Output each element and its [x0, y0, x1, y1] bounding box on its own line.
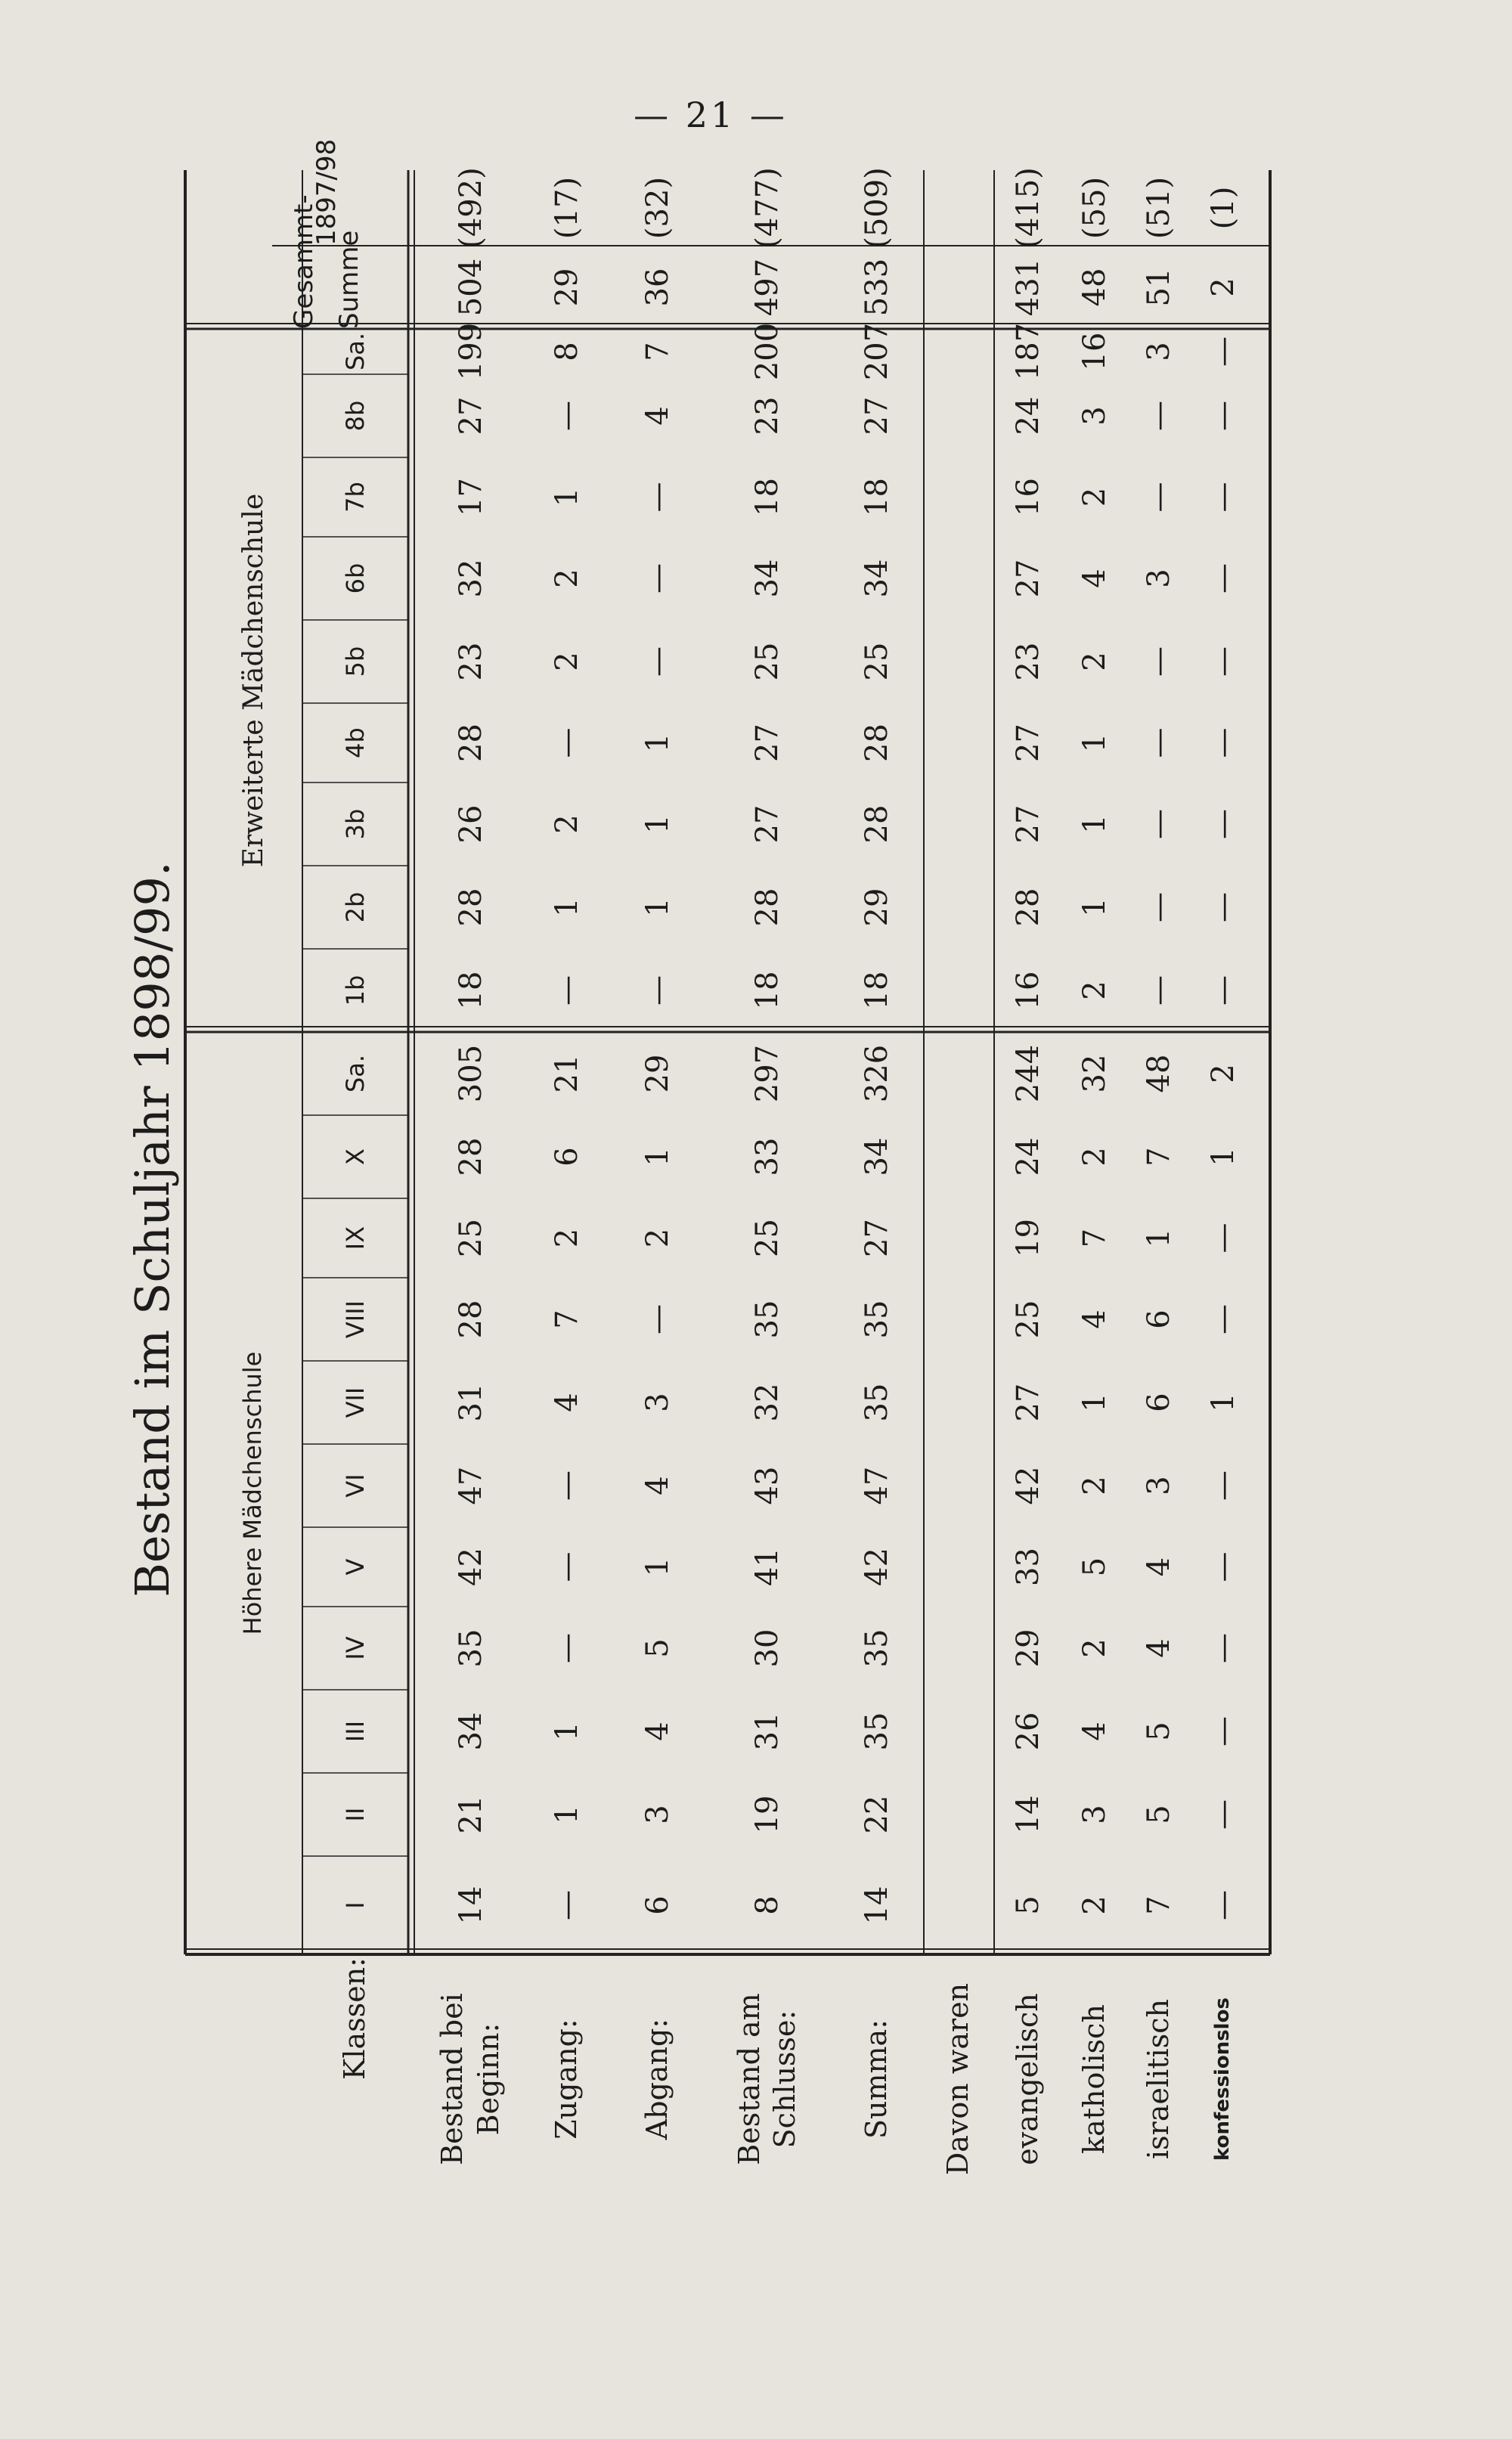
- row-label-line: evangelisch: [1011, 1993, 1045, 2165]
- hoehere-cell: 33: [750, 1137, 785, 1176]
- hoehere-cell: —: [1205, 1799, 1241, 1830]
- erweiterte-cell: 27: [1011, 559, 1046, 598]
- erweiterte-cell: —: [1141, 809, 1176, 839]
- erweiterte-cell: 23: [750, 396, 785, 435]
- previous-year-cell: (477): [750, 167, 785, 249]
- hoehere-cell: 31: [750, 1712, 785, 1751]
- erweiterte-cell: —: [1205, 563, 1241, 593]
- erweiterte-cell: 2: [550, 652, 584, 671]
- hoehere-cell: 2: [1077, 1638, 1112, 1658]
- erweiterte-cell: 8: [550, 342, 584, 361]
- previous-year-cell: (509): [860, 167, 894, 249]
- hoehere-column-header: III: [341, 1720, 370, 1743]
- erweiterte-cell: 24: [1011, 396, 1046, 435]
- gesamt-cell: 2: [1205, 277, 1241, 297]
- hoehere-cell: 7: [1077, 1228, 1112, 1248]
- row-label-line: Abgang:: [640, 2018, 674, 2140]
- erweiterte-cell: —: [1141, 727, 1176, 758]
- erweiterte-cell: —: [1141, 975, 1176, 1006]
- erweiterte-cell: 200: [750, 322, 785, 381]
- erweiterte-cell: 27: [1011, 724, 1046, 762]
- hoehere-cell: 32: [1077, 1054, 1112, 1093]
- hoehere-cell: 326: [860, 1044, 894, 1103]
- erweiterte-cell: 16: [1011, 478, 1046, 516]
- erweiterte-cell: —: [1205, 646, 1241, 677]
- erweiterte-cell: 27: [453, 396, 488, 435]
- hoehere-group-header: Höhere Mädchenschule: [238, 1351, 267, 1635]
- hoehere-cell: 14: [1011, 1795, 1046, 1834]
- gesamt-cell: 51: [1141, 268, 1176, 307]
- row-label: [522, 1962, 612, 2196]
- hoehere-cell: 25: [453, 1219, 488, 1257]
- hoehere-cell: —: [550, 1551, 584, 1582]
- hoehere-cell: 3: [1141, 1476, 1176, 1495]
- hoehere-cell: 35: [860, 1629, 894, 1668]
- row-label-line: Beginn:: [471, 2022, 505, 2136]
- hoehere-cell: [922, 1773, 994, 1856]
- hoehere-cell: —: [1205, 1890, 1241, 1920]
- hoehere-cell: —: [550, 1890, 584, 1920]
- erweiterte-cell: —: [1141, 401, 1176, 431]
- row-label: [1191, 1962, 1255, 2196]
- hoehere-column-header: VI: [341, 1474, 370, 1498]
- hoehere-cell: 35: [453, 1629, 488, 1668]
- hoehere-cell: 19: [1011, 1219, 1046, 1257]
- hoehere-cell: 21: [453, 1795, 488, 1834]
- hoehere-cell: 3: [640, 1393, 675, 1412]
- erweiterte-cell: 4: [640, 406, 675, 426]
- hoehere-column-header: V: [341, 1558, 370, 1576]
- hoehere-cell: [922, 1690, 994, 1773]
- hoehere-cell: 5: [1141, 1722, 1176, 1741]
- erweiterte-cell: 28: [860, 724, 894, 762]
- erweiterte-cell: 27: [1011, 804, 1046, 844]
- erweiterte-cell: 25: [750, 642, 785, 681]
- hoehere-cell: 30: [750, 1629, 785, 1668]
- erweiterte-cell: 3: [1141, 569, 1176, 588]
- hoehere-cell: 4: [1077, 1722, 1112, 1741]
- hoehere-column-header: VII: [341, 1387, 370, 1418]
- hoehere-cell: 4: [1077, 1309, 1112, 1329]
- erweiterte-cell: [922, 866, 994, 949]
- hoehere-cell: 35: [860, 1300, 894, 1339]
- erweiterte-cell: —: [550, 401, 584, 431]
- hoehere-cell: [922, 1115, 994, 1198]
- hoehere-cell: [922, 1856, 994, 1954]
- erweiterte-cell: 27: [750, 724, 785, 762]
- erweiterte-cell: —: [1205, 336, 1241, 367]
- hoehere-cell: 26: [1011, 1712, 1046, 1751]
- row-label: [832, 1962, 922, 2196]
- erweiterte-cell: 2: [550, 569, 584, 588]
- hoehere-cell: 47: [860, 1466, 894, 1505]
- gesamt-cell: 431: [1011, 258, 1046, 317]
- hoehere-cell: 48: [1141, 1054, 1176, 1093]
- previous-year-cell: (1): [1205, 186, 1241, 230]
- hoehere-cell: 6: [1141, 1309, 1176, 1329]
- hoehere-cell: 29: [640, 1054, 675, 1093]
- erweiterte-cell: [922, 329, 994, 374]
- erweiterte-cell: [922, 620, 994, 703]
- erweiterte-cell: 1: [640, 733, 675, 753]
- hoehere-cell: 1: [1077, 1393, 1112, 1412]
- erweiterte-cell: 16: [1077, 332, 1112, 371]
- erweiterte-column-header: 4b: [341, 727, 370, 758]
- erweiterte-cell: 1: [1077, 814, 1112, 834]
- row-label: [922, 1962, 994, 2196]
- erweiterte-cell: [922, 537, 994, 620]
- erweiterte-group-header: Erweiterte Mädchenschule: [238, 493, 269, 868]
- hoehere-cell: [922, 1361, 994, 1444]
- erweiterte-cell: 28: [453, 724, 488, 762]
- hoehere-cell: 22: [860, 1795, 894, 1834]
- erweiterte-cell: 1: [640, 897, 675, 917]
- erweiterte-cell: 23: [1011, 642, 1046, 681]
- hoehere-cell: —: [1205, 1223, 1241, 1254]
- erweiterte-cell: 18: [860, 478, 894, 516]
- row-label-line: konfessionslos: [1211, 1997, 1235, 2161]
- erweiterte-cell: —: [1205, 401, 1241, 431]
- hoehere-cell: 25: [1011, 1300, 1046, 1339]
- table-title: Bestand im Schuljahr 1898/99.: [125, 861, 180, 1598]
- hoehere-cell: 6: [550, 1147, 584, 1167]
- previous-year-cell: [922, 170, 994, 246]
- erweiterte-cell: —: [1141, 646, 1176, 677]
- previous-year-cell: (51): [1141, 176, 1176, 240]
- hoehere-cell: 29: [1011, 1629, 1046, 1668]
- erweiterte-cell: 18: [453, 971, 488, 1010]
- gesamt-cell: 533: [860, 258, 894, 317]
- erweiterte-column-header: 1b: [341, 975, 370, 1006]
- erweiterte-cell: —: [640, 975, 675, 1006]
- hoehere-cell: 4: [1141, 1638, 1176, 1658]
- hoehere-column-header: IV: [341, 1636, 370, 1660]
- hoehere-cell: [922, 1278, 994, 1361]
- erweiterte-cell: —: [1205, 482, 1241, 513]
- row-label: [1062, 1962, 1126, 2196]
- erweiterte-cell: 199: [453, 322, 488, 381]
- hoehere-cell: [922, 1032, 994, 1115]
- hoehere-column-header: I: [341, 1901, 370, 1909]
- hoehere-cell: 14: [860, 1886, 894, 1925]
- previous-year-cell: (415): [1011, 167, 1046, 249]
- hoehere-cell: 2: [1205, 1064, 1241, 1083]
- row-label-line: Davon waren: [940, 1982, 974, 2176]
- row-label-line: Bestand bei: [435, 1993, 469, 2165]
- erweiterte-cell: 28: [453, 888, 488, 927]
- erweiterte-column-header: 6b: [341, 562, 370, 594]
- gesamt-cell: [922, 246, 994, 329]
- hoehere-cell: 1: [1205, 1393, 1241, 1412]
- erweiterte-column-header: 3b: [341, 808, 370, 840]
- gesamt-cell: 48: [1077, 268, 1112, 307]
- hoehere-cell: 5: [1141, 1805, 1176, 1824]
- hoehere-cell: 4: [1141, 1557, 1176, 1577]
- row-label: [1126, 1962, 1191, 2196]
- hoehere-cell: 5: [1011, 1895, 1046, 1915]
- erweiterte-cell: 187: [1011, 322, 1046, 381]
- hoehere-cell: 2: [1077, 1147, 1112, 1167]
- erweiterte-cell: 1: [550, 487, 584, 507]
- previous-year-header: 1897/98: [311, 138, 342, 246]
- hoehere-cell: —: [1205, 1633, 1241, 1663]
- row-label-line: katholisch: [1077, 2004, 1111, 2154]
- hoehere-cell: 2: [1077, 1476, 1112, 1495]
- hoehere-cell: 43: [750, 1466, 785, 1505]
- hoehere-cell: —: [1205, 1551, 1241, 1582]
- hoehere-cell: 31: [453, 1383, 488, 1422]
- hoehere-cell: 25: [750, 1219, 785, 1257]
- hoehere-cell: 305: [453, 1044, 488, 1103]
- hoehere-column-header: X: [341, 1148, 370, 1165]
- erweiterte-cell: 2: [1077, 981, 1112, 1000]
- hoehere-cell: 19: [750, 1795, 785, 1834]
- erweiterte-cell: —: [550, 975, 584, 1006]
- gesamt-cell: 497: [750, 258, 785, 317]
- hoehere-cell: [922, 1527, 994, 1607]
- hoehere-cell: —: [1205, 1471, 1241, 1501]
- erweiterte-cell: [922, 374, 994, 457]
- erweiterte-column-header: 7b: [341, 482, 370, 513]
- erweiterte-cell: 18: [750, 971, 785, 1010]
- erweiterte-cell: 28: [750, 888, 785, 927]
- hoehere-cell: 35: [750, 1300, 785, 1339]
- erweiterte-cell: 34: [860, 559, 894, 598]
- erweiterte-cell: 2: [550, 814, 584, 834]
- erweiterte-cell: 16: [1011, 971, 1046, 1010]
- erweiterte-column-header: Sa.: [341, 332, 370, 371]
- hoehere-cell: 2: [550, 1228, 584, 1248]
- erweiterte-cell: 3: [1077, 406, 1112, 426]
- hoehere-cell: 35: [860, 1383, 894, 1422]
- hoehere-column-header: IX: [341, 1226, 370, 1250]
- erweiterte-cell: 29: [860, 888, 894, 927]
- hoehere-cell: 1: [550, 1722, 584, 1741]
- row-label: [994, 1962, 1062, 2196]
- hoehere-cell: 42: [860, 1548, 894, 1586]
- erweiterte-cell: 207: [860, 322, 894, 381]
- row-label-line: israelitisch: [1141, 1999, 1175, 2159]
- hoehere-cell: 27: [860, 1219, 894, 1257]
- erweiterte-cell: 27: [750, 804, 785, 844]
- erweiterte-cell: [922, 703, 994, 783]
- hoehere-cell: 2: [1077, 1895, 1112, 1915]
- erweiterte-cell: 3: [1141, 342, 1176, 361]
- hoehere-cell: 3: [1077, 1805, 1112, 1824]
- hoehere-cell: 5: [640, 1638, 675, 1658]
- erweiterte-cell: 18: [750, 478, 785, 516]
- hoehere-cell: 4: [640, 1476, 675, 1495]
- gesamt-cell: 504: [453, 258, 488, 317]
- gesamt-summe-header: Gesammt-: [289, 194, 319, 329]
- hoehere-cell: —: [1205, 1716, 1241, 1746]
- erweiterte-cell: 34: [750, 559, 785, 598]
- previous-year-cell: (32): [640, 176, 675, 240]
- hoehere-cell: [922, 1444, 994, 1527]
- erweiterte-cell: —: [1205, 727, 1241, 758]
- erweiterte-cell: 4: [1077, 569, 1112, 588]
- hoehere-cell: 35: [860, 1712, 894, 1751]
- hoehere-cell: 33: [1011, 1548, 1046, 1586]
- erweiterte-cell: —: [1205, 809, 1241, 839]
- hoehere-cell: 7: [550, 1309, 584, 1329]
- erweiterte-cell: —: [1205, 975, 1241, 1006]
- hoehere-cell: 7: [1141, 1895, 1176, 1915]
- erweiterte-cell: 7: [640, 342, 675, 361]
- hoehere-cell: 6: [1141, 1393, 1176, 1412]
- erweiterte-cell: 18: [860, 971, 894, 1010]
- erweiterte-cell: —: [640, 646, 675, 677]
- page-number: — 21 —: [634, 95, 788, 135]
- erweiterte-cell: —: [640, 563, 675, 593]
- hoehere-cell: —: [550, 1471, 584, 1501]
- gesamt-cell: 36: [640, 268, 675, 307]
- hoehere-cell: 28: [453, 1300, 488, 1339]
- row-label: [420, 1962, 522, 2196]
- hoehere-cell: 42: [1011, 1466, 1046, 1505]
- erweiterte-cell: 1: [1077, 733, 1112, 753]
- gesamt-summe-header: Summe: [334, 230, 364, 329]
- row-label: [612, 1962, 703, 2196]
- hoehere-cell: 42: [453, 1548, 488, 1586]
- hoehere-column-header: VIII: [341, 1300, 370, 1339]
- hoehere-cell: —: [1205, 1304, 1241, 1334]
- hoehere-cell: —: [640, 1304, 675, 1334]
- previous-year-cell: (55): [1077, 176, 1112, 240]
- erweiterte-cell: —: [550, 727, 584, 758]
- hoehere-cell: 1: [1141, 1228, 1176, 1248]
- hoehere-cell: 32: [750, 1383, 785, 1422]
- erweiterte-cell: 32: [453, 559, 488, 598]
- erweiterte-cell: —: [640, 482, 675, 513]
- erweiterte-cell: 1: [1077, 897, 1112, 917]
- erweiterte-cell: 28: [1011, 888, 1046, 927]
- hoehere-column-header: Sa.: [341, 1054, 370, 1093]
- erweiterte-column-header: 5b: [341, 646, 370, 677]
- hoehere-column-header: II: [341, 1807, 370, 1822]
- hoehere-cell: 297: [750, 1044, 785, 1103]
- hoehere-cell: 2: [640, 1228, 675, 1248]
- hoehere-cell: 41: [750, 1548, 785, 1586]
- hoehere-cell: [922, 1607, 994, 1690]
- hoehere-cell: 47: [453, 1466, 488, 1505]
- hoehere-cell: 3: [640, 1805, 675, 1824]
- hoehere-cell: 1: [640, 1557, 675, 1577]
- erweiterte-cell: 1: [550, 897, 584, 917]
- hoehere-cell: 1: [1205, 1147, 1241, 1167]
- erweiterte-column-header: 2b: [341, 891, 370, 923]
- hoehere-cell: 24: [1011, 1137, 1046, 1176]
- hoehere-cell: 14: [453, 1886, 488, 1925]
- erweiterte-cell: [922, 949, 994, 1032]
- erweiterte-cell: 17: [453, 478, 488, 516]
- hoehere-cell: 34: [453, 1712, 488, 1751]
- hoehere-cell: 28: [453, 1137, 488, 1176]
- erweiterte-cell: 1: [640, 814, 675, 834]
- erweiterte-cell: 25: [860, 642, 894, 681]
- hoehere-cell: 21: [550, 1054, 584, 1093]
- hoehere-cell: 1: [550, 1805, 584, 1824]
- hoehere-cell: 27: [1011, 1383, 1046, 1422]
- erweiterte-cell: —: [1141, 482, 1176, 513]
- erweiterte-cell: 27: [860, 396, 894, 435]
- hoehere-cell: 5: [1077, 1557, 1112, 1577]
- erweiterte-column-header: 8b: [341, 400, 370, 432]
- hoehere-cell: 4: [640, 1722, 675, 1741]
- hoehere-cell: 1: [640, 1147, 675, 1167]
- hoehere-cell: 8: [750, 1895, 785, 1915]
- hoehere-cell: —: [550, 1633, 584, 1663]
- klassen-label: Klassen:: [338, 1957, 372, 2080]
- hoehere-cell: [922, 1198, 994, 1278]
- hoehere-cell: 6: [640, 1895, 675, 1915]
- hoehere-cell: 4: [550, 1393, 584, 1412]
- erweiterte-cell: [922, 783, 994, 866]
- hoehere-cell: 244: [1011, 1044, 1046, 1103]
- erweiterte-cell: 2: [1077, 652, 1112, 671]
- erweiterte-cell: 26: [453, 804, 488, 844]
- erweiterte-cell: [922, 457, 994, 537]
- row-label-line: Zugang:: [550, 2019, 584, 2140]
- previous-year-cell: (17): [550, 176, 584, 240]
- erweiterte-cell: —: [1141, 892, 1176, 922]
- erweiterte-cell: 2: [1077, 487, 1112, 507]
- row-label: [703, 1962, 832, 2196]
- gesamt-cell: 29: [550, 268, 584, 307]
- hoehere-cell: 34: [860, 1137, 894, 1176]
- row-label-line: Summa:: [860, 2019, 894, 2140]
- previous-year-cell: (492): [453, 167, 488, 249]
- row-label-line: Bestand am: [732, 1993, 766, 2165]
- hoehere-cell: 7: [1141, 1147, 1176, 1167]
- erweiterte-cell: 28: [860, 804, 894, 844]
- erweiterte-cell: —: [1205, 892, 1241, 922]
- row-label-line: Schlusse:: [768, 2010, 801, 2149]
- erweiterte-cell: 23: [453, 642, 488, 681]
